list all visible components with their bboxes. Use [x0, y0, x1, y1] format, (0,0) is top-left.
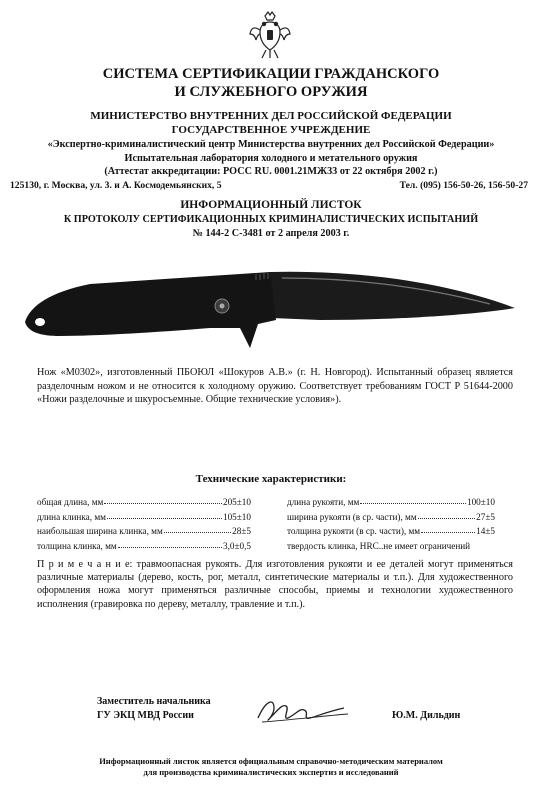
spec-label: общая длина, мм: [37, 497, 104, 507]
protocol-number: № 144-2 С-3481 от 2 апреля 2003 г.: [192, 228, 350, 239]
spec-value: 3,0±0,5: [222, 541, 251, 551]
phone: Тел. (095) 156-50-26, 156-50-27: [399, 180, 528, 191]
spec-row: [287, 526, 495, 536]
double-headed-eagle-emblem-icon: [248, 8, 292, 60]
spec-label: ширина рукояти (в ср. части), мм: [287, 512, 417, 522]
spec-label: длина рукояти, мм: [287, 497, 360, 507]
footer-line1: Информационный листок является официальным справочно-методическим материалом: [99, 756, 443, 766]
spec-value: не имеет ограничений: [383, 541, 471, 551]
accreditation: (Аттестат аккредитации: РОСС RU. 0001.21МЖ33 от 22 октября 2002 г.): [104, 166, 438, 177]
spec-row: [37, 497, 251, 507]
spec-value: 28±5: [232, 526, 251, 536]
spec-row: [37, 541, 251, 551]
signatory-name: Ю.М. Дильдин: [392, 710, 461, 721]
institution-name: ГОСУДАРСТВЕННОЕ УЧРЕЖДЕНИЕ: [171, 124, 371, 136]
system-title-line2: И СЛУЖЕБНОГО ОРУЖИЯ: [174, 84, 368, 100]
address: 125130, г. Москва, ул. 3. и А. Космодемьянских, 5: [10, 180, 222, 191]
system-title-line1: СИСТЕМА СЕРТИФИКАЦИИ ГРАЖДАНСКОГО: [102, 66, 440, 82]
spec-label: длина клинка, мм: [37, 512, 106, 522]
spec-row: [287, 541, 495, 551]
spec-label: твердость клинка, HRC..: [287, 541, 384, 551]
signatory-position: Заместитель начальника: [97, 696, 211, 707]
document-subtitle: К ПРОТОКОЛУ СЕРТИФИКАЦИОННЫХ КРИМИНАЛИСТИЧЕСКИХ ИСПЫТАНИЙ: [63, 214, 479, 225]
center-name: «Экспертно-криминалистический центр Министерства внутренних дел Российской Федерации»: [47, 139, 495, 150]
spec-label: толщина клинка, мм: [37, 541, 117, 551]
handwritten-signature: [252, 694, 352, 730]
spec-value: 205±10: [222, 497, 251, 507]
document-title: ИНФОРМАЦИОННЫЙ ЛИСТОК: [180, 199, 362, 211]
ministry-name: МИНИСТЕРСТВО ВНУТРЕННИХ ДЕЛ РОССИЙСКОЙ ФЕДЕРАЦИИ: [90, 110, 452, 122]
spec-label: наибольшая ширина клинка, мм: [37, 526, 163, 536]
spec-value: 100±10: [466, 497, 495, 507]
description-paragraph: Нож «М0302», изготовленный ПБОЮЛ «Шокуров А.В.» (г. Н. Новгород). Испытанный образец является разделочным ножом и не относится к холодному оружию. Соответствует требованиям ГОСТ Р 51644-2000 «Ножи разделочные и шкуросъемные. Общие технические условия»).: [37, 367, 513, 405]
note-paragraph: [37, 558, 513, 611]
spec-row: [287, 497, 495, 507]
spec-label: толщина рукояти (в ср. части), мм: [287, 526, 421, 536]
specs-title: Технические характеристики:: [195, 473, 347, 485]
spec-value: 27±5: [476, 512, 495, 522]
spec-row: [37, 512, 251, 522]
spec-value: 14±5: [476, 526, 495, 536]
signatory-organization: ГУ ЭКЦ МВД России: [97, 710, 194, 721]
spec-value: 105±10: [222, 512, 251, 522]
note-text: : травмоопасная рукоять. Для изготовления рукояти и ее деталей могут применяться различные материалы (дерево, кость, рог, металл, синтетические материалы и т.п.). Для художественного оформления ножа могут применяться различные способы, приемы и технологии художественного исполнения (гравировка по дереву, металлу, травление и т.п.).: [37, 559, 513, 610]
spec-row: [287, 512, 495, 522]
laboratory-name: Испытательная лаборатория холодного и метательного оружия: [124, 153, 418, 164]
footer-line2: для производства криминалистических экспертиз и исследований: [143, 767, 399, 777]
spec-row: [37, 526, 251, 536]
knife-photo: [20, 258, 520, 362]
note-prefix: П р и м е ч а н и е: [37, 559, 130, 570]
